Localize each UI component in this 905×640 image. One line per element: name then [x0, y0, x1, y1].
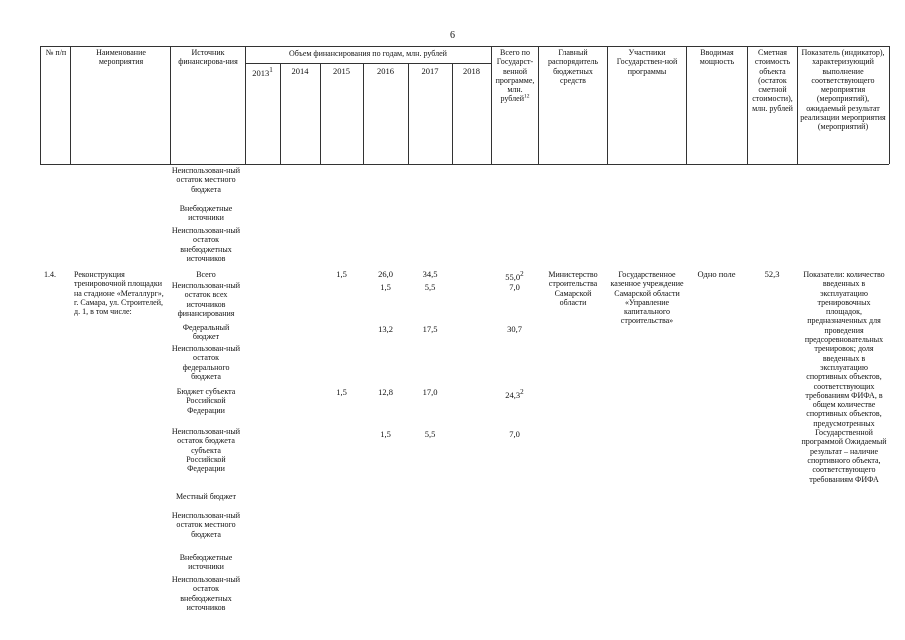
page-number: 6	[450, 30, 455, 41]
header-financing: Объем финансирования по годам, млн. рублей	[289, 49, 447, 58]
header-name: Наименование мероприятия	[96, 48, 146, 67]
row-manager: Министерство строительства Самарской области	[548, 270, 598, 307]
source-label: Бюджет субъекта Российской Федерации	[176, 387, 236, 415]
header-total: Всего по Государст-венной программе, млн. рублей$^{12}$	[495, 48, 535, 104]
row-cost: 52,3	[764, 269, 780, 279]
header-cost: Сметная стоимость объекта (остаток сметной стоимости), млн. рублей	[752, 48, 793, 113]
source-label: Внебюджетные источники	[179, 204, 233, 223]
row-participants: Государственное казенное учреждение Самарской области «Управление капитального строительства»	[610, 270, 684, 326]
header-year: 2015	[333, 66, 350, 76]
value-2017: 17,0	[422, 387, 438, 397]
source-label: Неиспользован-ный остаток бюджета субъекта Российской Федерации	[171, 427, 241, 474]
header-indicator: Показатель (индикатор), характеризующий выполнение соответствующего мероприятия (мероприятий), ожидаемый результат реализации мероприятия (мероприятий)	[800, 48, 886, 132]
row-number: 1.4.	[44, 270, 56, 279]
value-2017: 5,5	[424, 429, 436, 439]
value-2016: 1,5	[380, 282, 391, 292]
source-label: Неиспользован-ный остаток местного бюджета	[171, 166, 241, 194]
source-label: Неиспользован-ный остаток федерального бюджета	[171, 344, 241, 381]
value-2016: 1,5	[380, 429, 391, 439]
source-label: Всего	[196, 270, 216, 279]
header-capacity: Вводимая мощность	[699, 48, 735, 67]
value-total: 55,0$^2$	[505, 270, 524, 282]
row-indicator: Показатели: количество введенных в эксплуатацию тренировочных площадок, предназначенных для проведения предсоревновательных тренировок; доля введенных в эксплуатацию спортивных объектов, соответствующих требованиям ФИФА, в общем количестве спортивных объектов, предусмотренных Государственной программой Ожидаемый результат – наличие спортивного объекта, соответствующего требованиям ФИФА	[801, 270, 887, 484]
value-2016: 13,2	[378, 324, 393, 334]
value-total: 30,7	[507, 324, 522, 334]
source-label: Неиспользован-ный остаток внебюджетных источников	[171, 226, 241, 263]
source-label: Внебюджетные источники	[179, 553, 233, 572]
value-total: 7,0	[509, 282, 520, 292]
header-year: 2016	[377, 66, 394, 76]
source-label: Местный бюджет	[176, 492, 236, 501]
header-year: 2014	[291, 66, 309, 76]
value-2016: 26,0	[378, 269, 393, 279]
header-num: № п/п	[45, 48, 67, 57]
header-year: 2018	[463, 66, 480, 76]
header-year: 2013$^1$	[252, 66, 273, 78]
value-2017: 34,5	[422, 269, 438, 279]
header-year: 2017	[421, 66, 439, 76]
header-source: Источник финансирова-ния	[178, 48, 238, 67]
row-capacity: Одно поле	[697, 269, 736, 279]
source-label: Неиспользован-ный остаток внебюджетных источников	[171, 575, 241, 612]
value-total: 7,0	[509, 429, 520, 439]
value-2015: 1,5	[336, 387, 347, 397]
value-2017: 17,5	[422, 324, 438, 334]
value-2016: 12,8	[378, 387, 393, 397]
header-manager: Главный распорядитель бюджетных средств	[547, 48, 599, 85]
row-name: Реконструкция тренировочной площадки на стадионе «Металлург», г. Самара, ул. Строителей, д. 1, в том числе:	[74, 270, 164, 317]
source-label: Неиспользован-ный остаток всех источников финансирования	[171, 281, 241, 318]
value-2017: 5,5	[424, 282, 436, 292]
source-label: Федеральный бюджет	[182, 323, 230, 342]
value-total: 24,3$^2$	[505, 388, 524, 400]
header-participants: Участники Государствен-ной программы	[616, 48, 678, 76]
source-label: Неиспользован-ный остаток местного бюджета	[171, 511, 241, 539]
value-2015: 1,5	[336, 269, 347, 279]
